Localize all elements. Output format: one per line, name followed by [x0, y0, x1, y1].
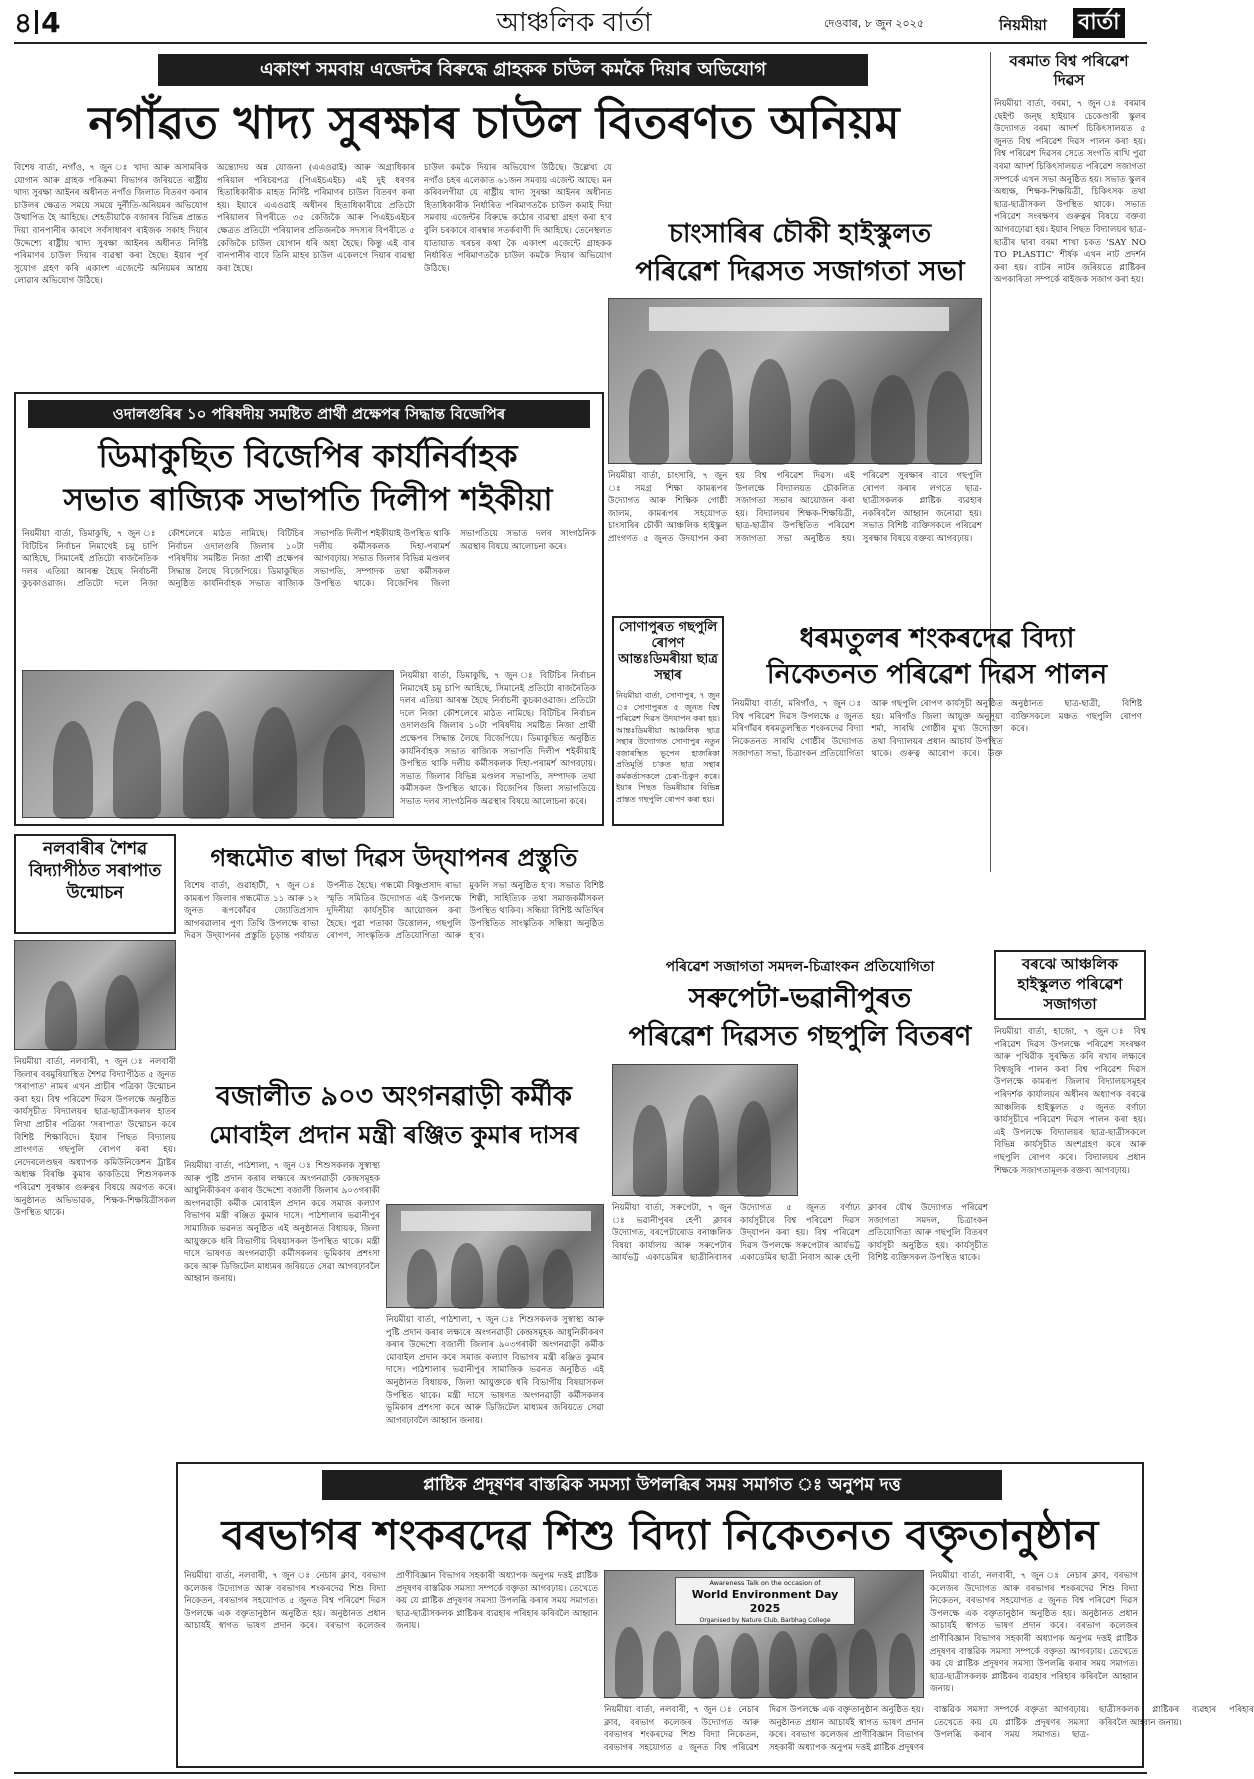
- footer-rule: [14, 1772, 1147, 1774]
- barbhag-body-continued-text: নিয়মীয়া বাৰ্তা, নলবাৰী, ৭ জুন ঃ নেচাৰ ক্লাব, বৰভাগ কলেজৰ উদ্যোগত আৰু বৰভাগৰ শংকৰদেৱ শিশু বিদ্যা নিকেতন, বৰভাগৰ সহযোগত ৫ জুনত বিশ্ব পৰিৱেশ দিৱস উপলক্ষে এক বক্তৃতানুষ্ঠান অনুষ্ঠিত হয়। অনুষ্ঠানত প্ৰধান আচাৰ্যই স্বাগত ভাষণ প্ৰদান কৰে। বৰভাগ কলেজৰ প্ৰাণীবিজ্ঞান বিভাগৰ সহকাৰী অধ্যাপক অনুপম দত্তই প্লাষ্টিক প্ৰদূষণৰ বাস্তৱিক সমস্যা সম্পৰ্কে বক্তৃতা আগবঢ়ায়। তেখেতে কয় যে প্লাষ্টিক প্ৰদূষণৰ সমস্যা উপলব্ধি কৰাৰ সময় সমাগত। ছাত্ৰ-ছাত্ৰীসকলক প্লাষ্টিকৰ ব্যৱহাৰ পৰিহাৰ কৰিবলৈ আহ্বান জনায়।: [604, 1705, 1254, 1753]
- lead-column-3: চাউল কমকৈ দিয়াৰ অভিযোগ উঠিছে। উল্লেখ্য যে নগাঁও চহৰ এলেকাত ৬১জন সমবায় এজেন্ট আছে। মন কৰিবলগীয়া যে ৰাষ্ট্ৰীয় খাদ্য সুৰক্ষা আইনৰ অধীনত হিতাধিকাৰীক নিৰ্ধাৰিত পৰিমাণতকৈ চাউল কমাই দিয়া সমবায় এজেন্টৰ বিৰুদ্ধে কঠোৰ ব্যৱস্থা গ্ৰহণ কৰা হ'ব বুলি চৰকাৰে বাৰম্বাৰ সতৰ্কবাণী দি আহিছে। তেনেস্থলত যাতায়াত খৰচৰ কথা কৈ একাংশ এজেন্টে গ্ৰাহকক নিৰ্ধাৰিত পৰিমাণতকৈ চাউল কমকৈ দিয়াৰ অভিযোগ উঠিছে।: [424, 163, 612, 274]
- dharamtul-headline-1: ধৰমতুলৰ শংকৰদেৱ বিদ্যা: [799, 623, 1075, 654]
- page-number-bengali: ৪: [14, 6, 33, 39]
- issue-date: দেওবাৰ, ৮ জুন ২০২৫: [824, 17, 924, 30]
- barbhe-body: নিয়মীয়া বাৰ্তা, হাজো, ৭ জুন ঃ বিশ্ব পৰিৱেশ দিৱস উপলক্ষে পৰিৱেশ সংৰক্ষণ আৰু পৃথিৱীক সুৰক্ষিত কৰি ৰখাৰ লক্ষ্যৰে বিশ্বজুৰি পালন কৰা বিশ্ব পৰিৱেশ দিৱস উপলক্ষে কামৰূপ জিলাৰ বিদ্যালয়সমূহৰ পৰিদৰ্শক কাৰ্যালয়ৰ অধীনৰ অধ্যাপক বৰঝে আঞ্চলিক হাইস্কুলত ৫ জুনত বৰ্ণাঢ্য কাৰ্যসূচীৰে পৰিৱেশ দিৱস পালন কৰা হয়। এই উপলক্ষে বিদ্যালয়ৰ ছাত্ৰ-ছাত্ৰীসকলে বিভিন্ন কাৰ্যসূচীত অংশগ্ৰহণ কৰে আৰু গছপুলি ৰোপণ কৰে। বিদ্যালয়ৰ প্ৰধান শিক্ষকে সজাগতামূলক বক্তব্য আগবঢ়ায়।: [994, 1027, 1146, 1176]
- barmat-body: নিয়মীয়া বাৰ্তা, বৰমা, ৭ জুন ঃ বৰমাৰ ছেইণ্ট জন্‌ছ হাইয়াৰ চেকেণ্ডাৰী স্কুলৰ উদ্যোগত বৰমা আদৰ্শ চিকিৎসালয়ত ৫ জুনত বিশ্ব পৰিৱেশ দিৱস পালন কৰা হয়। বিশ্ব পৰিৱেশ দিৱসৰ সেতে সংগতি ৰাখি পুৱা বৰমা আদৰ্শ চিকিৎসালয়ত পৰিৱেশ সজাগতা সম্পৰ্কে এখন সভা অনুষ্ঠিত হয়। সভাত স্কুলৰ অধ্যক্ষ, শিক্ষক-শিক্ষয়িত্ৰী, চিকিৎসক তথা ছাত্ৰ-ছাত্ৰীসকল উপস্থিত থাকে। সভাত পৰিৱেশ সংৰক্ষণৰ গুৰুত্বৰ বিষয়ে বক্তব্য আগবঢ়োৱা হয়। ইয়াৰ পিছত বিদ্যালয়ৰ ছাত্ৰ-ছাত্ৰীৰ দ্বাৰা বৰমা শাখা চকত 'SAY NO TO PLASTIC' শীৰ্ষক এখন নাট প্ৰদৰ্শন কৰা হয়। বাটৰ নাটৰ জৰিয়তে প্লাষ্টিকৰ অপকাৰিতা সম্পৰ্কে ৰাইজক সজাগ কৰা হয়।: [994, 99, 1146, 286]
- barbhag-photo: [604, 1570, 924, 1698]
- lead-kicker: একাংশ সমবায় এজেন্টৰ বিৰুদ্ধে গ্ৰাহকক চাউল কমকৈ দিয়াৰ অভিযোগ: [158, 54, 868, 86]
- sarupeta-kicker: পৰিৱেশ সজাগতা সমদল-চিত্ৰাংকন প্ৰতিযোগিতা: [665, 959, 935, 975]
- masthead-logo-part-b: বাৰ্তা: [1073, 8, 1125, 38]
- udalguri-body-continued: [400, 670, 596, 818]
- chaygaon-body: নিয়মীয়া বাৰ্তা, চাংসাৰি, ৭ জুন ঃ সমগ্ৰ শিক্ষা কামৰূপৰ উদ্যোগত আৰু শিক্ষিক গোষ্ঠী জালম, কামৰূপৰ সহযোগত চাংসাৰিৰ চৌকী আঞ্চলিক হাইস্কুল প্ৰাংগণত ৫ জুনত উদযাপন কৰা হয় বিশ্ব পৰিৱেশ দিৱস। এই উপলক্ষে বিদ্যালয়ত চৌকলিত সজাগতা সভাৰ আয়োজন কৰা হয়। বিদ্যালয়ৰ শিক্ষক-শিক্ষয়িত্ৰী, ছাত্ৰ-ছাত্ৰীৰ উপস্থিতিত পৰিৱেশ সজাগতা সভা অনুষ্ঠিত হয়। পৰিৱেশ সুৰক্ষাৰ বাবে গছপুলি ৰোপণ কৰাৰ লগতে ছাত্ৰ-ছাত্ৰীসকলক প্লাষ্টিক ব্যৱহাৰ নকৰিবলৈ আহ্বান জনোৱা হয়। সভাত বিশিষ্ট ব্যক্তিসকলে পৰিৱেশ সুৰক্ষাৰ বিষয়ে বক্তব্য আগবঢ়ায়।: [608, 471, 982, 544]
- barbhag-body: নিয়মীয়া বাৰ্তা, নলবাৰী, ৭ জুন ঃ নেচাৰ ক্লাব, বৰভাগ কলেজৰ উদ্যোগত আৰু বৰভাগৰ শংকৰদেৱ শিশু বিদ্যা নিকেতন, বৰভাগৰ সহযোগত ৫ জুনত বিশ্ব পৰিৱেশ দিৱস উপলক্ষে এক বক্তৃতানুষ্ঠান অনুষ্ঠিত হয়। অনুষ্ঠানত প্ৰধান আচাৰ্যই স্বাগত ভাষণ প্ৰদান কৰে। বৰভাগ কলেজৰ প্ৰাণীবিজ্ঞান বিভাগৰ সহকাৰী অধ্যাপক অনুপম দত্তই প্লাষ্টিক প্ৰদূষণৰ বাস্তৱিক সমস্যা সম্পৰ্কে বক্তৃতা আগবঢ়ায়। তেখেতে কয় যে প্লাষ্টিক প্ৰদূষণৰ সমস্যা উপলব্ধি কৰাৰ সময় সমাগত। ছাত্ৰ-ছাত্ৰীসকলক প্লাষ্টিকৰ ব্যৱহাৰ পৰিহাৰ কৰিবলৈ আহ্বান জনায়।: [184, 1571, 599, 1632]
- nalbari-body: নিয়মীয়া বাৰ্তা, নলবাৰী, ৭ জুন ঃ নলবাৰী জিলাৰ বৰমুৰিয়াস্থিত শৈশৱ বিদ্যাপীঠত ৫ জুনত 'সৰাপাত' নামৰ এখন প্ৰাচীৰ পত্ৰিকা উন্মোচন কৰা হয়। বিশ্ব পৰিৱেশ দিৱস উপলক্ষে অনুষ্ঠিত কাৰ্যসূচীত বিদ্যালয়ৰ ছাত্ৰ-ছাত্ৰীসকলৰ হাতৰ লিখা প্ৰাচীৰ পত্ৰিকা 'সৰাপাত' উন্মোচন কৰে বিশিষ্ট শিক্ষাবিদে। ইয়াৰ পিছত বিদ্যালয় প্ৰাংগণত গছপুলি ৰোপণ কৰা হয়। নেদেৰলেণ্ডছৰ অধ্যাপক কমিউনিকেশন ট্ৰাষ্টৰ অধ্যক্ষ বিৰঞ্চি কুমাৰ কাকতিয়ে শিশুসকলক পৰিৱেশ সুৰক্ষাৰ গুৰুত্বৰ বিষয়ে অৱগত কৰে। অনুষ্ঠানত অভিভাৱক, শিক্ষক-শিক্ষয়িত্ৰীসকল উপস্থিত থাকে।: [14, 1057, 176, 1219]
- barbhag-photo-caption-2: World Environment Day 2025: [691, 1588, 839, 1615]
- barbhag-kicker: প্লাষ্টিক প্ৰদূষণৰ বাস্তৱিক সমস্যা উপলব্ধিৰ সময় সমাগত ঃ অনুপম দত্ত: [322, 1470, 1002, 1500]
- udalguri-headline-1: ডিমাকুছিত বিজেপিৰ কাৰ্যনিৰ্বাহক: [98, 437, 518, 475]
- barbhag-body-right-text: নিয়মীয়া বাৰ্তা, নলবাৰী, ৭ জুন ঃ নেচাৰ ক্লাব, বৰভাগ কলেজৰ উদ্যোগত আৰু বৰভাগৰ শংকৰদেৱ শিশু বিদ্যা নিকেতন, বৰভাগৰ সহযোগত ৫ জুনত বিশ্ব পৰিৱেশ দিৱস উপলক্ষে এক বক্তৃতানুষ্ঠান অনুষ্ঠিত হয়। অনুষ্ঠানত প্ৰধান আচাৰ্যই স্বাগত ভাষণ প্ৰদান কৰে। বৰভাগ কলেজৰ প্ৰাণীবিজ্ঞান বিভাগৰ সহকাৰী অধ্যাপক অনুপম দত্তই প্লাষ্টিক প্ৰদূষণৰ বাস্তৱিক সমস্যা সম্পৰ্কে বক্তৃতা আগবঢ়ায়। তেখেতে কয় যে প্লাষ্টিক প্ৰদূষণৰ সমস্যা উপলব্ধি কৰাৰ সময় সমাগত। ছাত্ৰ-ছাত্ৰীসকলক প্লাষ্টিকৰ ব্যৱহাৰ পৰিহাৰ কৰিবলৈ আহ্বান জনায়।: [930, 1571, 1138, 1695]
- bajali-headline-2: মোবাইল প্ৰদান মন্ত্ৰী ৰঞ্জিত কুমাৰ দাসৰ: [209, 1121, 579, 1149]
- chaygaon-headline-2: পৰিৱেশ দিৱসত সজাগতা সভা: [635, 256, 965, 287]
- sonapur-body: নিয়মীয়া বাৰ্তা, সোণাপুৰ, ৭ জুন ঃ সোণাপুৰত ৫ জুনত বিশ্ব পৰিৱেশ দিৱস উদযাপন কৰা হয়। আন্তঃডিমৰীয়া আঞ্চলিক ছাত্ৰ সন্থাৰ উদ্যোগত সোণাপুৰ নতুন বজাৰস্থিত ভূপেন হাজৰিকা প্ৰতিমূৰ্তি চ'কত ছাত্ৰ সন্থাৰ কৰ্মকৰ্তাসকলে চেৰা-চিকুণ কৰে। ইয়াৰ পিছত ডিমৰীয়াৰ বিভিন্ন প্ৰান্তত গছপুলি ৰোপণ কৰা হয়।: [616, 691, 720, 804]
- sarupeta-headline-2: পৰিৱেশ দিৱসত গছপুলি বিতৰণ: [628, 1021, 972, 1052]
- page-number: [14, 8, 61, 38]
- udalguri-body-continued-text: নিয়মীয়া বাৰ্তা, ডিমাকুছি, ৭ জুন ঃ বিটিচিৰ নিৰ্বাচন নিমাখেই চমু চাপি আহিছে, সিমানেই প্ৰতিটো ৰাজনৈতিক দলৰ এতিয়া আৰম্ভ হৈছে নিৰ্বাচনী কুচকাওৱাজ। প্ৰতিটো দলে নিজা কৌশলেৰে মাঠত নামিছে। বিটিচিৰ নিৰ্বাচন ওদালগুৰি জিলাৰ ১০টা পৰিষদীয় সমষ্টিত নিজা প্ৰাৰ্থী প্ৰক্ষেপৰ সিদ্ধান্ত লৈছে বিজেপিয়ে। ডিমাকুছিত অনুষ্ঠিত কাৰ্যনিৰ্বাহক সভাত ৰাজ্যিক সভাপতি দিলীপ শইকীয়াই উপস্থিত থাকি দলীয় কৰ্মীসকলক দিহা-পৰামৰ্শ আগবঢ়ায়। সভাত জিলাৰ বিভিন্ন মণ্ডলৰ সভাপতি, সম্পাদক তথা কৰ্মীসকল উপস্থিত থাকে। বিজেপিৰ জিলা সভাপতিয়ে সভাত দলৰ সাংগঠনিক অৱস্থাৰ বিষয়ে আলোচনা কৰে।: [400, 671, 596, 807]
- lead-headline: নগাঁৱত খাদ্য সুৰক্ষাৰ চাউল বিতৰণত অনিয়ম: [88, 96, 900, 149]
- barbhag-photo-caption-1: Awareness Talk on the occasion of: [709, 1579, 821, 1587]
- barmat-headline: বৰমাত বিশ্ব পৰিৱেশ দিৱস: [1009, 52, 1129, 89]
- dharamtul-headline-2: নিকেতনত পৰিৱেশ দিৱস পালন: [766, 659, 1108, 690]
- page-number-latin: 4: [41, 6, 61, 39]
- barbhag-body-right: [930, 1570, 1138, 1762]
- chaygaon-photo: [608, 298, 982, 464]
- nalbari-headline: নলবাৰীৰ শৈশৱ বিদ্যাপীঠত সৰাপাত উন্মোচন: [28, 839, 162, 903]
- udalguri-photo: [22, 670, 394, 818]
- udalguri-body: নিয়মীয়া বাৰ্তা, ডিমাকুছি, ৭ জুন ঃ বিটিচিৰ নিৰ্বাচন নিমাখেই চমু চাপি আহিছে, সিমানেই প্ৰতিটো ৰাজনৈতিক দলৰ এতিয়া আৰম্ভ হৈছে নিৰ্বাচনী কুচকাওৱাজ। প্ৰতিটো দলে নিজা কৌশলেৰে মাঠত নামিছে। বিটিচিৰ নিৰ্বাচন ওদালগুৰি জিলাৰ ১০টা পৰিষদীয় সমষ্টিত নিজা প্ৰাৰ্থী প্ৰক্ষেপৰ সিদ্ধান্ত লৈছে বিজেপিয়ে। ডিমাকুছিত অনুষ্ঠিত কাৰ্যনিৰ্বাহক সভাত ৰাজ্যিক সভাপতি দিলীপ শইকীয়াই উপস্থিত থাকি দলীয় কৰ্মীসকলক দিহা-পৰামৰ্শ আগবঢ়ায়। সভাত জিলাৰ বিভিন্ন মণ্ডলৰ সভাপতি, সম্পাদক তথা কৰ্মীসকল উপস্থিত থাকে। বিজেপিৰ জিলা সভাপতিয়ে সভাত দলৰ সাংগঠনিক অৱস্থাৰ বিষয়ে আলোচনা কৰে।: [22, 529, 596, 590]
- gandhmaut-headline: গন্ধমৌত ৰাভা দিৱস উদ্‌যাপনৰ প্ৰস্তুতি: [210, 844, 578, 872]
- section-title: আঞ্চলিক বাৰ্তা: [496, 8, 652, 38]
- barbhag-photo-caption-3: Organised by Nature Club, Barbhag College: [699, 1617, 831, 1624]
- masthead-logo-part-a: নিয়মীয়া: [999, 16, 1047, 34]
- sonapur-headline: সোণাপুৰত গছপুলি ৰোপণ আন্তঃডিমৰীয়া ছাত্ৰ সন্থাৰ: [618, 620, 718, 683]
- sarupeta-body: নিয়মীয়া বাৰ্তা, সৰুপেটা, ৭ জুন ঃ ভৱানীপুৰৰ হেপী ক্লাবৰ উদ্যোগত, বৰপেটাৰোড বনাঞ্চলিক বিষয়া কাৰ্যালয় আৰু সৰুপেটাৰ আৰ্যভট্ট একাডেমিৰ ছাত্ৰীনিবাসৰ উদ্যোগত ৫ জুনত বৰ্ণাঢ্য কাৰ্যসূচীৰে বিশ্ব পৰিৱেশ দিৱস উদ্‌যাপন কৰা হয়। বিশ্ব পৰিৱেশ দিৱস উপলক্ষে সৰুপেটাৰ আৰ্যভট্ট একাডেমিৰ ছাত্ৰী নিবাস আৰু হেপী ক্লাবৰ যৌথ উদ্যোগত পৰিৱেশ সজাগতা সমদল, চিত্ৰাংকন প্ৰতিযোগিতা আৰু গছপুলি বিতৰণ কাৰ্যসূচী অনুষ্ঠিত হয়। কাৰ্যসূচীত বিশিষ্ট ব্যক্তিসকল উপস্থিত থাকে।: [612, 1203, 988, 1264]
- sarupeta-headline-1: সৰুপেটা-ভৱানীপুৰত: [688, 983, 912, 1014]
- bajali-body: নিয়মীয়া বাৰ্তা, পাঠশালা, ৭ জুন ঃ শিশুসকলক সুস্বাস্থ্য আৰু পুষ্টি প্ৰদান কৰাৰ লক্ষ্যৰে অংগনৱাড়ী কেন্দ্ৰসমূহক আধুনিকীকৰণ কৰাৰ উদ্দেশ্যে বজালী জিলাৰ ৯০৩গৰাকী অংগনৱাড়ী কৰ্মীক মোবাইল প্ৰদান কৰে সমাজ কল্যাণ বিভাগৰ মন্ত্ৰী ৰঞ্জিত কুমাৰ দাসে। পাঠশালাৰ ভৱানীপুৰ সামাজিক ভৱনত অনুষ্ঠিত এই অনুষ্ঠানত বিধায়ক, জিলা আয়ুক্তকে ধৰি বিভাগীয় বিষয়াসকল উপস্থিত থাকে। মন্ত্ৰী দাসে ভাষণত অংগনৱাড়ী কৰ্মীসকলৰ ভূমিকাৰ প্ৰশংসা কৰে আৰু ডিজিটেল মাধ্যমৰ জৰিয়তে সেৱা আগবঢ়াবলৈ আহ্বান জনায়।: [184, 1161, 380, 1285]
- barbhag-body-continued: [604, 1704, 1254, 1762]
- bajali-body-continued: [386, 1314, 604, 1454]
- gandhmaut-body: বিশেষ বাৰ্তা, গুৱাহাটী, ৭ জুন ঃ কামৰূপ জিলাৰ গন্ধমৌত ১১ আৰু ১২ জুনত ৰূপকোঁৱৰ জ্যোতিপ্ৰসাদ আগৰৱালাৰ পুণ্য তিথি উপলক্ষে ৰাভা দিৱস উদ্‌যাপনৰ প্ৰস্তুতি চূড়ান্ত পৰ্যায়ত উপনীত হৈছে। গন্ধমৌ বিষ্ণুপ্ৰসাদ ৰাভা স্মৃতি সমিতিৰ উদ্যোগত এই উপলক্ষে দুদিনীয়া কাৰ্যসূচীৰ আয়োজন কৰা হৈছে। পুৱা পতাকা উত্তোলন, গছপুলি ৰোপণ, সাংস্কৃতিক প্ৰতিযোগিতা আৰু মুকলি সভা অনুষ্ঠিত হ'ব। সভাত বিশিষ্ট শিল্পী, সাহিত্যিক তথা সমাজকৰ্মীসকল উপস্থিত থাকিব। সন্ধিয়া বিশিষ্ট অতিথিৰ উপস্থিতিত সাংস্কৃতিক সন্ধিয়া অনুষ্ঠিত হ'ব।: [184, 881, 604, 942]
- udalguri-kicker: ওদালগুৰিৰ ১০ পৰিষদীয় সমষ্টিত প্ৰাৰ্থী প্ৰক্ষেপৰ সিদ্ধান্ত বিজেপিৰ: [28, 400, 590, 428]
- dharamtul-body: নিয়মীয়া বাৰ্তা, মৰিগাঁও, ৭ জুন ঃ বিশ্ব পৰিৱেশ দিৱস উপলক্ষে ৫ জুনত মৰিগাঁৱৰ ধৰমতুলস্থিত শংকৰদেৱ বিদ্যা নিকেতনত সাৰথি গোষ্ঠীৰ উদ্যোগত সজাগতা সভা, চিত্ৰাংকন প্ৰতিযোগিতা আৰু গছপুলি ৰোপণ কাৰ্যসূচী অনুষ্ঠিত হয়। মৰিগাঁও জিলা আয়ুক্ত অনুসূয়া শৰ্মা, সাৰথি গোষ্ঠীৰ মুখ্য উদ্যোক্তা তথা বিদ্যালয়ৰ প্ৰধান আচাৰ্য উপস্থিত থাকে। গুৰুত্ব আৰোপ কৰে। উক্ত অনুষ্ঠানত ছাত্ৰ-ছাত্ৰী, বিশিষ্ট ব্যক্তিসকলে মঞ্চত গছপুলি ৰোপণ কৰে।: [732, 699, 1142, 760]
- lead-column-2: অন্ত্যোদয় অন্ন যোজনা (এএওৱাই) আৰু অগ্ৰাধিকাৰ পৰিয়াল পৰিচয়পত্ৰ (পিএইচএইচ) এই দুই ধৰণৰ হিতাধিকাৰীক মাহত নিৰ্দিষ্ট পৰিমাণৰ চাউল বিতৰণ কৰা হয়। ইয়াৰে এএওৱাই অধীনৰ হিতাধিকাৰীয়ে প্ৰতিটো পৰিয়ালৰ বিপৰীতে ৩৫ কেজিকৈ আৰু পিএইচএইচৰ ক্ষেত্ৰত প্ৰতিটো পৰিয়ালৰ প্ৰতিজনকৈ সদস্যৰ বিপৰীতে ৫ কেজিকৈ চাউল যোগান ধৰি অহা হৈছে। কিন্তু এই বাৰ বানপানীৰ বাবে তিনি মাহৰ চাউল একেলগে দিয়াৰ ব্যৱস্থা কৰা হৈছে।: [217, 163, 415, 274]
- barbhag-headline: বৰভাগৰ শংকৰদেৱ শিশু বিদ্যা নিকেতনত বক্তৃতানুষ্ঠান: [221, 1511, 1099, 1559]
- masthead-logo: [999, 8, 1147, 38]
- page-header: [14, 6, 1147, 40]
- chaygaon-headline-1: চাংসাৰিৰ চৌকী হাইস্কুলত: [668, 219, 932, 249]
- barbhe-headline: বৰঝে আঞ্চলিক হাইস্কুলত পৰিৱেশ সজাগতা: [1017, 955, 1123, 1013]
- lead-column-1: বিশেষ বাৰ্তা, নগাঁও, ৭ জুন ঃ খাদ্য আৰু অসামৰিক যোগান আৰু গ্ৰাহক পৰিক্ৰমা বিভাগৰ জৰিয়তে ৰাষ্ট্ৰীয় খাদ্য সুৰক্ষা আইনৰ অধীনত নগাঁও জিলাত বিতৰণ কৰাৰ চাউলৰ ক্ষেত্ৰত সময়ে সময়ে দুৰ্নীতি-অনিয়মৰ অভিযোগ উত্থাপিত হৈ আহিছে। শেহতীয়াকৈ বজাৰৰ বিভিন্ন প্ৰান্তত দিয়া বানপানীৰ কাৰণে সৰ্বসাধাৰণ ৰাইজক সকাহ দিয়াৰ উদ্দেশ্যে ৰাষ্ট্ৰীয় খাদ্য সুৰক্ষা আইনৰ অধীনত নিৰ্দিষ্ট পৰিমাণৰ চাউল দিয়াৰ ব্যৱস্থা কৰা হৈছে। ইয়াৰ পূৰ্ব সুযোগ গ্ৰহণ কৰি একাংশ এজেন্টে অনিয়মৰ আশ্ৰয় লোৱাৰ অভিযোগ উঠিছে।: [14, 163, 208, 287]
- bajali-photo: [386, 1204, 604, 1308]
- sarupeta-photo: [612, 1064, 798, 1196]
- bajali-headline-1: বজালীত ৯০৩ অংগনৱাড়ী কৰ্মীক: [216, 1081, 572, 1112]
- bajali-body-continued-text: নিয়মীয়া বাৰ্তা, পাঠশালা, ৭ জুন ঃ শিশুসকলক সুস্বাস্থ্য আৰু পুষ্টি প্ৰদান কৰাৰ লক্ষ্যৰে অংগনৱাড়ী কেন্দ্ৰসমূহক আধুনিকীকৰণ কৰাৰ উদ্দেশ্যে বজালী জিলাৰ ৯০৩গৰাকী অংগনৱাড়ী কৰ্মীক মোবাইল প্ৰদান কৰে সমাজ কল্যাণ বিভাগৰ মন্ত্ৰী ৰঞ্জিত কুমাৰ দাসে। পাঠশালাৰ ভৱানীপুৰ সামাজিক ভৱনত অনুষ্ঠিত এই অনুষ্ঠানত বিধায়ক, জিলা আয়ুক্তকে ধৰি বিভাগীয় বিষয়াসকল উপস্থিত থাকে। মন্ত্ৰী দাসে ভাষণত অংগনৱাড়ী কৰ্মীসকলৰ ভূমিকাৰ প্ৰশংসা কৰে আৰু ডিজিটেল মাধ্যমৰ জৰিয়তে সেৱা আগবঢ়াবলৈ আহ্বান জনায়।: [386, 1315, 604, 1426]
- header-rule: [14, 42, 1147, 44]
- nalbari-photo: [14, 940, 176, 1050]
- udalguri-headline-2: সভাত ৰাজ্যিক সভাপতি দিলীপ শইকীয়া: [63, 482, 553, 518]
